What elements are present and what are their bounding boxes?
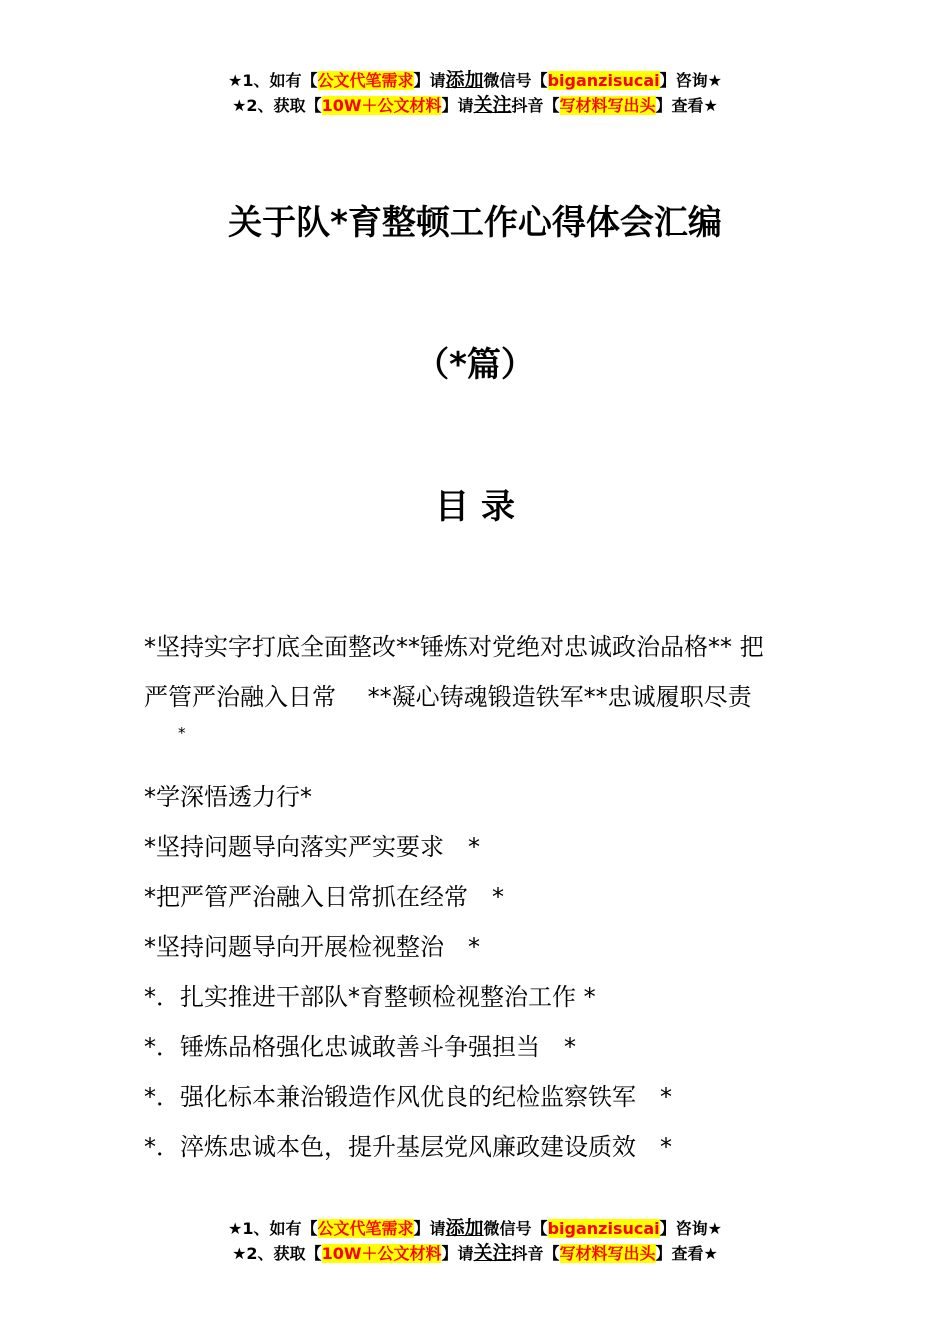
promo-banner-top	[0, 68, 950, 118]
highlight-materials: 10W＋公文材料	[321, 96, 442, 115]
highlight-wechat-id: biganzisucai	[547, 1219, 660, 1238]
highlight-douyin-account: 写材料写出头	[559, 1244, 656, 1263]
toc-first-row-1: *坚持实字打底全面整改**锤炼对党绝对忠诚政治品格** 把	[144, 633, 764, 661]
promo-line-2: ★2、获取【10W＋公文材料】请关注抖音【写材料写出头】查看★	[232, 1242, 718, 1264]
highlight-materials: 10W＋公文材料	[321, 1244, 442, 1263]
document-title: 关于队*育整顿工作心得体会汇编	[228, 203, 722, 243]
toc-item: *．强化标本兼治锻造作风优良的纪检监察铁军 *	[144, 1083, 672, 1111]
toc-item: *．锤炼品格强化忠诚敢善斗争强担当 *	[144, 1033, 576, 1061]
highlight-service: 公文代笔需求	[317, 1219, 414, 1238]
promo-line-1: ★1、如有【公文代笔需求】请添加微信号【biganzisucai】咨询★	[228, 69, 722, 91]
promo-banner-bottom	[0, 1216, 950, 1266]
document-subtitle: （*篇）	[415, 345, 535, 385]
promo-line-1: ★1、如有【公文代笔需求】请添加微信号【biganzisucai】咨询★	[228, 1217, 722, 1239]
toc-item: *坚持问题导向开展检视整治 *	[144, 933, 480, 961]
highlight-wechat-id: biganzisucai	[547, 71, 660, 90]
toc-item: *把严管严治融入日常抓在经常 *	[144, 883, 504, 911]
promo-line-2: ★2、获取【10W＋公文材料】请关注抖音【写材料写出头】查看★	[232, 94, 718, 116]
toc-first-entry	[144, 622, 814, 744]
toc-first-row-2: 严管严治融入日常 **凝心铸魂锻造铁军**忠诚履职尽责	[144, 683, 752, 711]
toc-heading: 目录	[435, 487, 527, 527]
toc-item: *．扎实推进干部队*育整顿检视整治工作 *	[144, 983, 596, 1011]
toc-item: *学深悟透力行*	[144, 783, 312, 811]
toc-first-row-3: *	[178, 724, 186, 742]
toc-list	[144, 772, 824, 1172]
toc-item: *．淬炼忠诚本色，提升基层党风廉政建设质效 *	[144, 1133, 672, 1161]
toc-item: *坚持问题导向落实严实要求 *	[144, 833, 480, 861]
highlight-douyin-account: 写材料写出头	[559, 96, 656, 115]
highlight-service: 公文代笔需求	[317, 71, 414, 90]
